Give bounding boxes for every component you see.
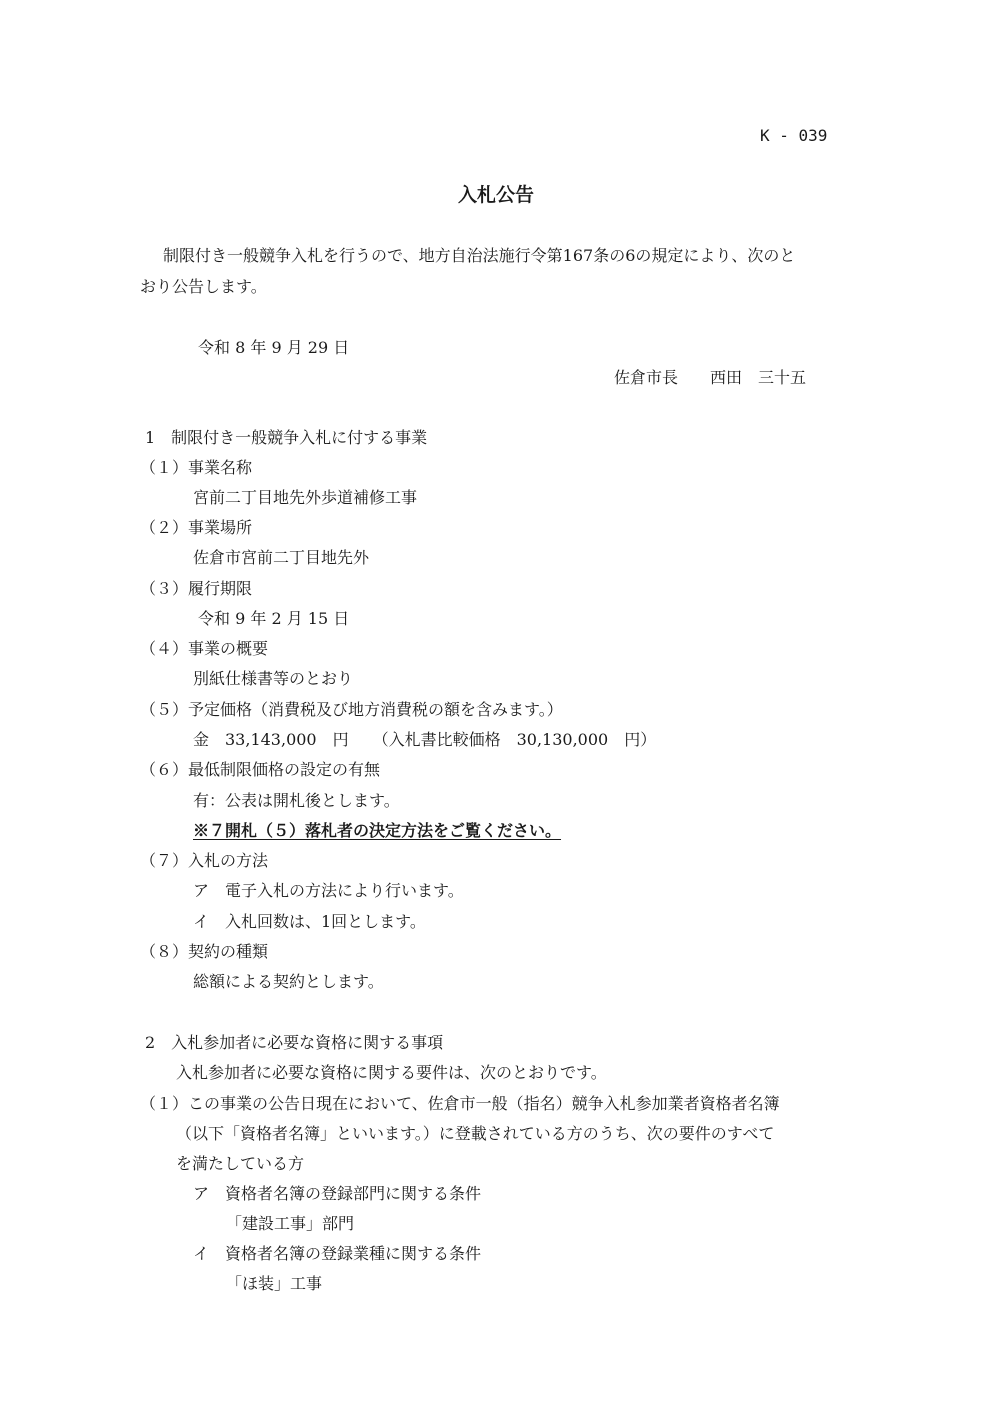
- section-1-heading: 1 制限付き一般競争入札に付する事業: [145, 428, 428, 447]
- item-4-label: （４）事業の概要: [140, 639, 269, 658]
- item-3-label: （３）履行期限: [140, 579, 253, 598]
- section-2-intro: 入札参加者に必要な資格に関する要件は、次のとおりです。: [176, 1063, 607, 1082]
- section-2-sub-a-label: ア 資格者名簿の登録部門に関する条件: [193, 1184, 482, 1203]
- section-2-item-1-line-1: （１）この事業の公告日現在において、佐倉市一般（指名）競争入札参加業者資格者名簿: [140, 1094, 780, 1113]
- item-7-value-b: イ 入札回数は、1回とします。: [193, 912, 426, 931]
- item-2-label: （２）事業場所: [140, 518, 253, 537]
- page-title: 入札公告: [458, 184, 535, 206]
- item-8-value: 総額による契約とします。: [193, 972, 384, 991]
- section-2-item-1-line-2: （以下「資格者名簿」といいます。）に登載されている方のうち、次の要件のすべて: [176, 1124, 775, 1143]
- item-6-label: （６）最低制限価格の設定の有無: [140, 760, 381, 779]
- item-3-value: 令和 9 年 2 月 15 日: [198, 609, 350, 628]
- item-2-value: 佐倉市宮前二丁目地先外: [193, 548, 370, 567]
- item-6-note: ※７開札（５）落札者の決定方法をご覧ください。: [193, 821, 562, 840]
- item-1-value: 宮前二丁目地先外歩道補修工事: [193, 488, 418, 507]
- document-code: K - 039: [760, 126, 828, 145]
- issuer-name: 佐倉市長 西田 三十五: [614, 368, 807, 387]
- section-2-heading: 2 入札参加者に必要な資格に関する事項: [145, 1033, 444, 1052]
- section-2-sub-b-value: 「ほ装」工事: [226, 1274, 323, 1293]
- intro-line-1: 制限付き一般競争入札を行うので、地方自治法施行令第167条の6の規定により、次のと: [163, 246, 796, 265]
- section-2-sub-b-label: イ 資格者名簿の登録業種に関する条件: [193, 1244, 482, 1263]
- item-5-label: （５）予定価格（消費税及び地方消費税の額を含みます。）: [140, 700, 563, 719]
- item-5-value: 金 33,143,000 円 （入札書比較価格 30,130,000 円）: [193, 730, 657, 749]
- section-2-sub-a-value: 「建設工事」部門: [226, 1214, 355, 1233]
- item-4-value: 別紙仕様書等のとおり: [193, 669, 354, 688]
- item-6-value: 有：公表は開札後とします。: [193, 791, 400, 810]
- section-2-item-1-line-3: を満たしている方: [176, 1154, 305, 1173]
- item-7-value-a: ア 電子入札の方法により行います。: [193, 881, 464, 900]
- item-7-label: （７）入札の方法: [140, 851, 269, 870]
- notice-date: 令和 8 年 9 月 29 日: [198, 338, 350, 357]
- intro-line-2: おり公告します。: [140, 277, 267, 296]
- item-1-label: （１）事業名称: [140, 458, 253, 477]
- item-8-label: （８）契約の種類: [140, 942, 269, 961]
